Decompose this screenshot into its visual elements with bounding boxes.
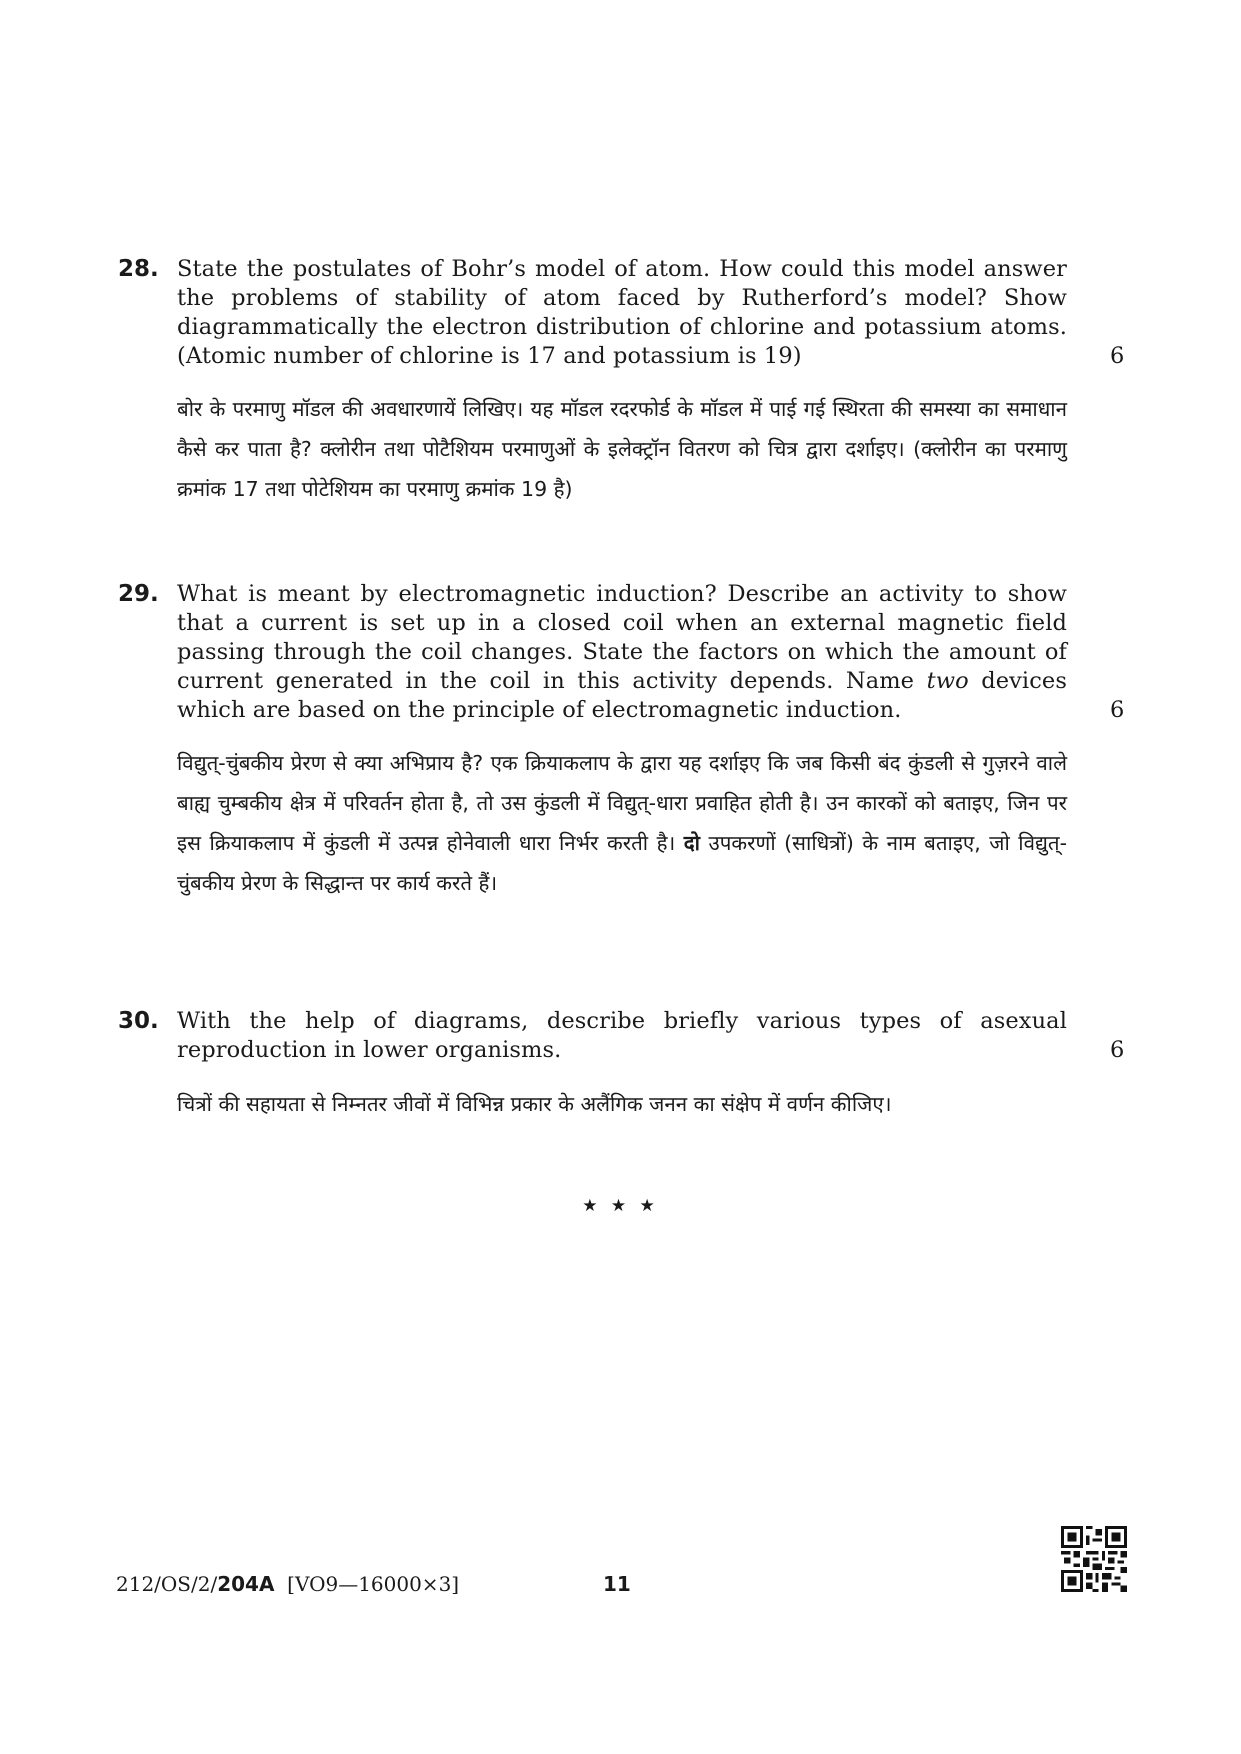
- question-number: 28.: [118, 256, 159, 282]
- question-marks: 6: [1110, 1037, 1125, 1063]
- question-text-part: What is meant by electromagnetic induction? Describe an activity to show that a current is set up in a closed coil when an external magnetic field passing through the coil changes. State the factors on which the amount of current generated in the coil in this activity depends. Name: [177, 581, 1067, 694]
- question-text-part: उपकरणों (साधित्रों) के नाम बताइए, जो विद्युत्-चुंबकीय प्रेरण के सिद्धान्त पर कार्य करते हैं।: [177, 831, 1067, 895]
- question-text-hindi: [177, 743, 1067, 903]
- emphasis-word: two: [926, 668, 969, 694]
- question-number: 30.: [118, 1008, 159, 1034]
- paper-code-prefix: 212/OS/2/: [116, 1572, 218, 1596]
- print-code: [VO9—16000×3]: [287, 1572, 460, 1596]
- question-text-hindi: चित्रों की सहायता से निम्नतर जीवों में विभिन्न प्रकार के अलैंगिक जनन का संक्षेप में वर्णन कीजिए।: [177, 1092, 892, 1116]
- page-number: 11: [603, 1572, 631, 1596]
- paper-code: [116, 1571, 459, 1597]
- question-text-english: With the help of diagrams, describe briefly various types of asexual reproduction in lower organisms.: [177, 1008, 1067, 1063]
- question-marks: 6: [1110, 343, 1125, 369]
- question-text-english: [177, 580, 1067, 725]
- emphasis-word: दो: [683, 831, 700, 855]
- end-of-paper-marker: ★ ★ ★: [582, 1196, 659, 1216]
- question-number: 29.: [118, 581, 159, 607]
- question-text-english: State the postulates of Bohr’s model of atom. How could this model answer the problems of stability of atom faced by Rutherford’s model? Show diagrammatically the electron distribution of chlorine and potassium atoms. (Atomic number of chlorine is 17 and potassium is 19): [177, 256, 1067, 369]
- question-text-part: devices which are based on the principle of electromagnetic induction.: [177, 668, 1067, 723]
- page-footer: [0, 1565, 1241, 1605]
- question-text-hindi: बोर के परमाणु मॉडल की अवधारणायें लिखिए। यह मॉडल रदरफोर्ड के मॉडल में पाई गई स्थिरता की समस्या का समाधान कैसे कर पाता है? क्लोरीन तथा पोटैशियम परमाणुओं के इलेक्ट्रॉन वितरण को चित्र द्वारा दर्शाइए। (क्लोरीन का परमाणु क्रमांक 17 तथा पोटेशियम का परमाणु क्रमांक 19 है): [177, 397, 1067, 501]
- paper-code-set: 204A: [217, 1572, 275, 1596]
- question-text-part: विद्युत्-चुंबकीय प्रेरण से क्या अभिप्राय है? एक क्रियाकलाप के द्वारा यह दर्शाइए कि जब किसी बंद कुंडली से गुज़रने वाले बाह्य चुम्बकीय क्षेत्र में परिवर्तन होता है, तो उस कुंडली में विद्युत्-धारा प्रवाहित होती है। उन कारकों को बताइए, जिन पर इस क्रियाकलाप में कुंडली में उत्पन्न होनेवाली धारा निर्भर करती है।: [177, 751, 1067, 855]
- question-marks: 6: [1110, 697, 1125, 723]
- qr-code-icon: [1061, 1526, 1127, 1592]
